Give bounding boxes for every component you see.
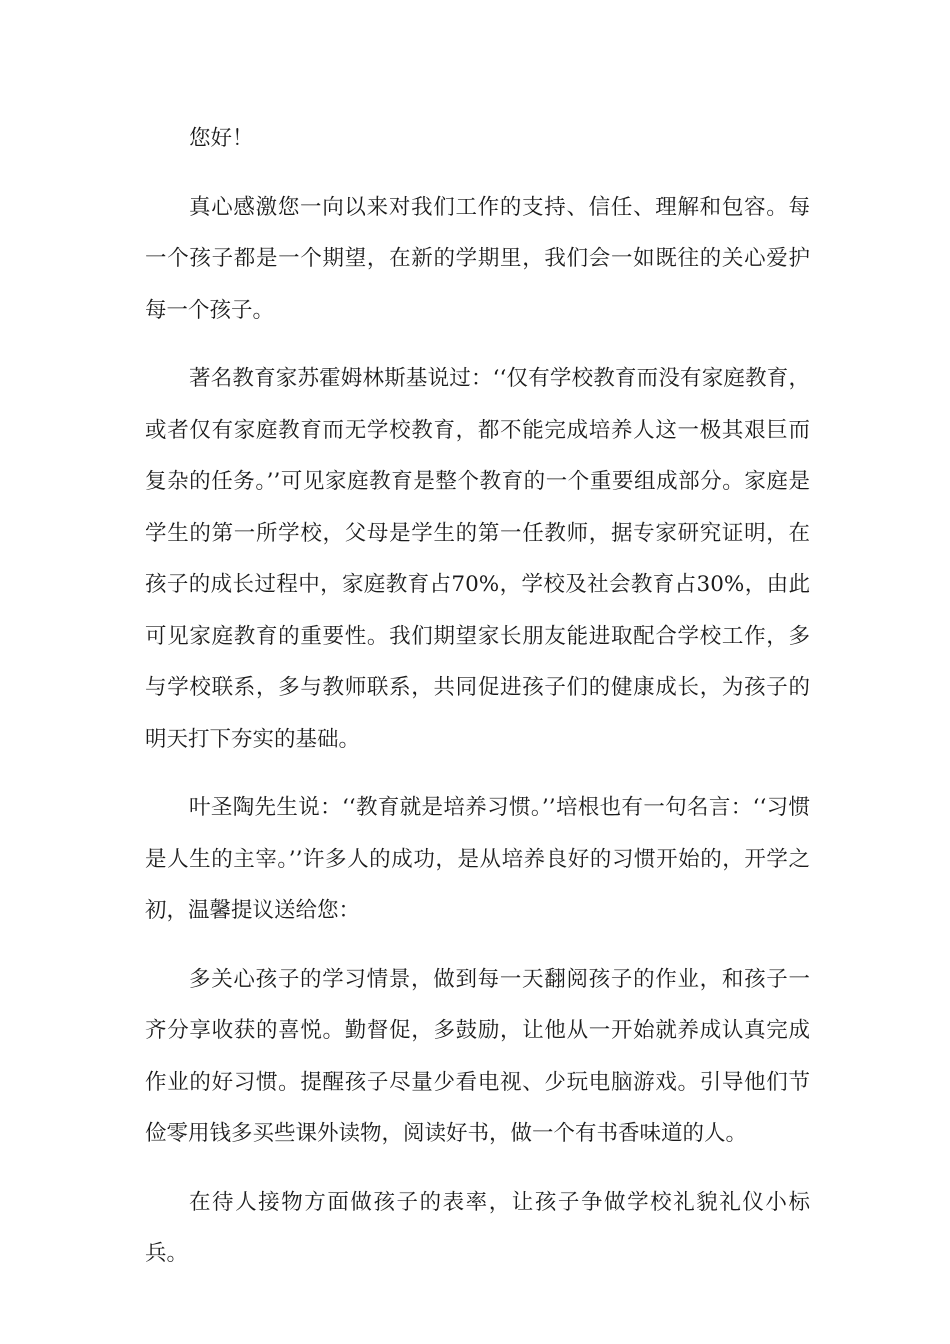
letter-body [145,113,810,1297]
paragraph-role-model: 在待人接物方面做孩子的表率，让孩子争做学校礼貌礼仪小标兵。 [145,1189,810,1266]
paragraph-habits: 叶圣陶先生说：‘‘教育就是培养习惯。’’培根也有一句名言：‘‘习惯是人生的主宰。’’许多人的成功，是从培养良好的习惯开始的，开学之初，温馨提议送给您： [145,795,810,923]
paragraph-gratitude: 真心感激您一向以来对我们工作的支持、信任、理解和包容。每一个孩子都是一个期望，在新的学期里，我们会一如既往的关心爱护每一个孩子。 [145,194,810,323]
paragraph-study-care: 多关心孩子的学习情景，做到每一天翻阅孩子的作业，和孩子一齐分享收获的喜悦。勤督促，多鼓励，让他从一开始就养成认真完成作业的好习惯。提醒孩子尽量少看电视、少玩电脑游戏。引导他们节俭零用钱多买些课外读物，阅读好书，做一个有书香味道的人。 [145,966,810,1146]
paragraph-family-education: 著名教育家苏霍姆林斯基说过：‘‘仅有学校教育而没有家庭教育，或者仅有家庭教育而无学校教育，都不能完成培养人这一极其艰巨而复杂的任务。’’可见家庭教育是整个教育的一个重要组成部分。家庭是学生的第一所学校，父母是学生的第一任教师，据专家研究证明，在孩子的成长过程中，家庭教育占70%，学校及社会教育占30%，由此可见家庭教育的重要性。我们期望家长朋友能进取配合学校工作，多与学校联系，多与教师联系，共同促进孩子们的健康成长，为孩子的明天打下夯实的基础。 [145,366,810,752]
greeting-line: 您好！ [189,126,254,151]
